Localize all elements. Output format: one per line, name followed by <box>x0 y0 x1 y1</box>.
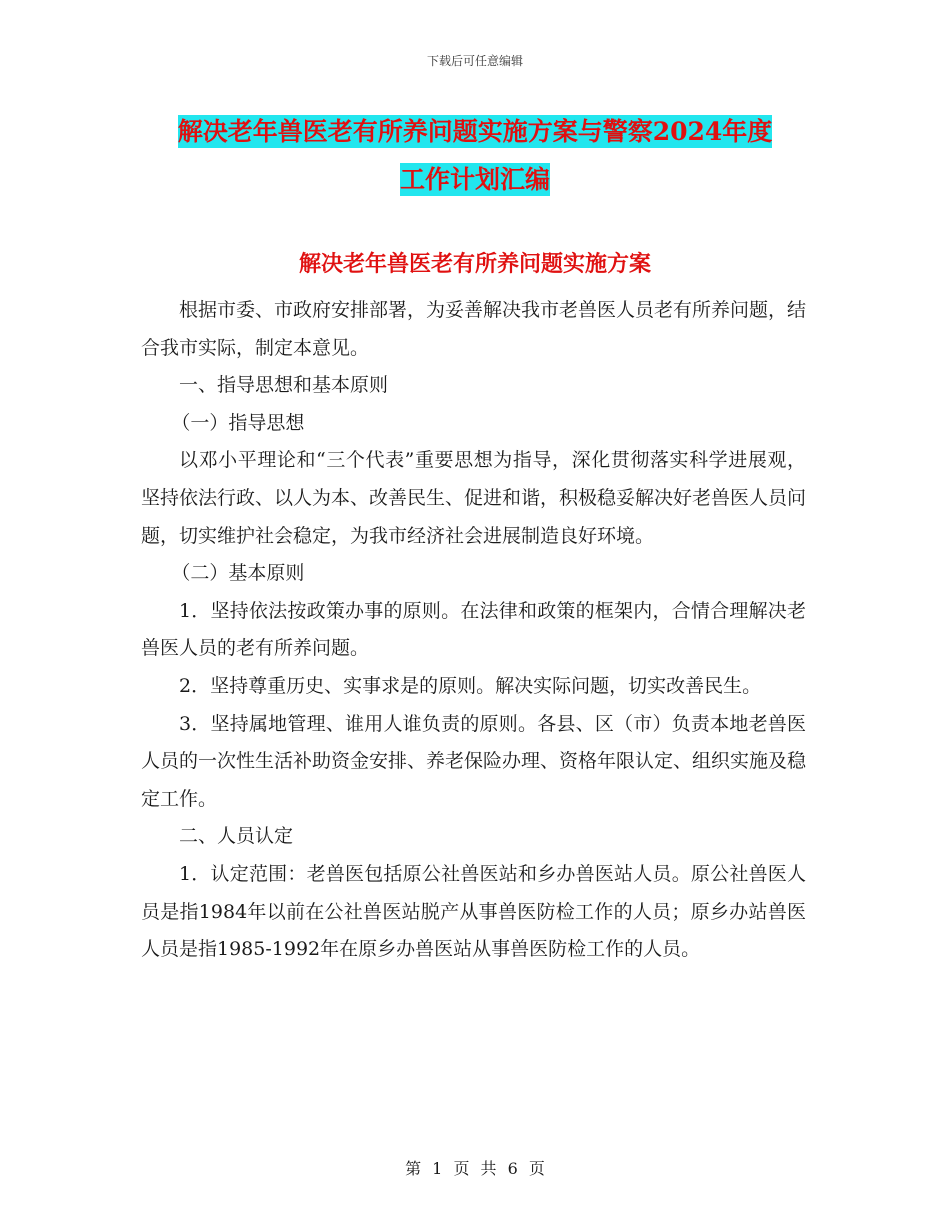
section-title: 解决老年兽医老有所养问题实施方案 <box>298 251 651 277</box>
title-line-2: 工作计划汇编 <box>399 165 550 194</box>
page-footer: 第 1 页 共 6 页 <box>405 1159 545 1178</box>
heading-1: 二、人员认定 <box>179 825 294 848</box>
heading-1: 一、指导思想和基本原则 <box>179 374 389 397</box>
heading-2: （一）指导思想 <box>171 411 305 434</box>
paragraph: 1．认定范围：老兽医包括原公社兽医站和乡办兽医站人员。原公社兽医人员是指1984年以前在公社兽医站脱产从事兽医防检工作的人员；原乡办站兽医人员是指1985-1992年在原乡办兽医站从事兽医防检工作的人员。 <box>141 862 806 961</box>
paragraph: 1．坚持依法按政策办事的原则。在法律和政策的框架内，合情合理解决老兽医人员的老有所养问题。 <box>141 599 806 660</box>
heading-2: （二）基本原则 <box>171 562 305 585</box>
paragraph: 2．坚持尊重历史、实事求是的原则。解决实际问题，切实改善民生。 <box>179 674 762 697</box>
title-line-1: 解决老年兽医老有所养问题实施方案与警察2024年度 <box>177 117 773 146</box>
document-title <box>0 108 950 204</box>
header-note: 下载后可任意编辑 <box>426 54 523 68</box>
paragraph: 以邓小平理论和“三个代表”重要思想为指导，深化贯彻落实科学进展观，坚持依法行政、以人为本、改善民生、促进和谐，积极稳妥解决好老兽医人员问题，切实维护社会稳定，为我市经济社会进展制造良好环境。 <box>141 449 807 547</box>
paragraph: 3．坚持属地管理、谁用人谁负责的原则。各县、区（市）负责本地老兽医人员的一次性生活补助资金安排、养老保险办理、资格年限认定、组织实施及稳定工作。 <box>141 712 807 810</box>
paragraph: 根据市委、市政府安排部署，为妥善解决我市老兽医人员老有所养问题，结合我市实际，制定本意见。 <box>141 299 807 359</box>
document-body <box>141 292 806 969</box>
